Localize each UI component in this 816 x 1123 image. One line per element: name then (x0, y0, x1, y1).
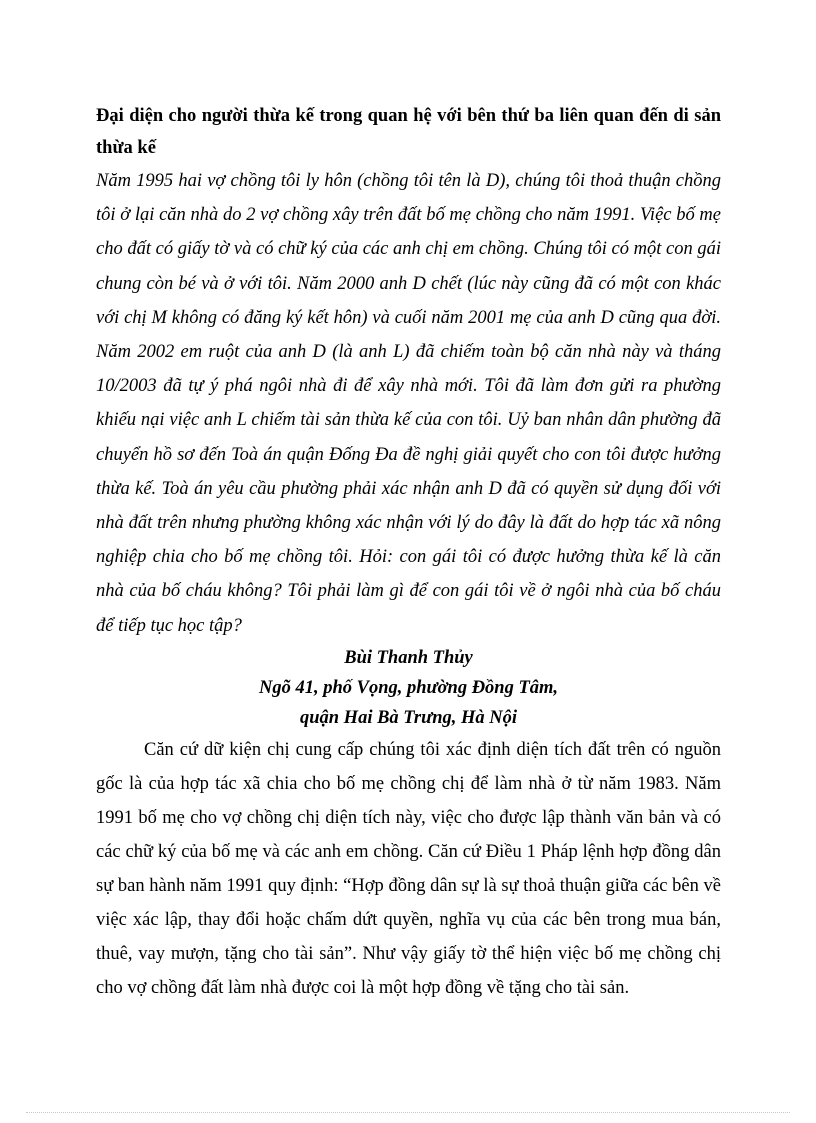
answer-paragraph: Căn cứ dữ kiện chị cung cấp chúng tôi xác định diện tích đất trên có nguồn gốc là của hợp tác xã chia cho bố mẹ chồng chị để làm nhà ở từ năm 1983. Năm 1991 bố mẹ cho vợ chồng chị diện tích này, việc cho được lập thành văn bản và có các chữ ký của bố mẹ và các anh em chồng. Căn cứ Điều 1 Pháp lệnh hợp đồng dân sự ban hành năm 1991 quy định: “Hợp đồng dân sự là sự thoả thuận giữa các bên về việc xác lập, thay đổi hoặc chấm dứt quyền, nghĩa vụ của các bên trong mua bán, thuê, vay mượn, tặng cho tài sản”. Như vậy giấy tờ thể hiện việc bố mẹ chồng chị cho vợ chồng đất làm nhà được coi là một hợp đồng về tặng cho tài sản. (96, 739, 721, 998)
author-name: Bùi Thanh Thủy (344, 647, 473, 668)
document-body (96, 100, 721, 1005)
author-address-line-2: quận Hai Bà Trưng, Hà Nội (299, 707, 518, 728)
article-title: Đại diện cho người thừa kế trong quan hệ với bên thứ ba liên quan đến di sản thừa kế (96, 106, 721, 158)
author-address-line-1: Ngõ 41, phố Vọng, phường Đồng Tâm, (258, 677, 559, 698)
page-bottom-divider (26, 1112, 790, 1113)
reader-question: Năm 1995 hai vợ chồng tôi ly hôn (chồng tôi tên là D), chúng tôi thoả thuận chồng tôi ở lại căn nhà do 2 vợ chồng xây trên đất bố mẹ chồng cho năm 1991. Việc bố mẹ cho đất có giấy tờ và có chữ ký của các anh chị em chồng. Chúng tôi có một con gái chung còn bé và ở với tôi. Năm 2000 anh D chết (lúc này cũng đã có một con khác với chị M không có đăng ký kết hôn) và cuối năm 2001 mẹ của anh D cũng qua đời. Năm 2002 em ruột của anh D (là anh L) đã chiếm toàn bộ căn nhà này và tháng 10/2003 đã tự ý phá ngôi nhà đi để xây nhà mới. Tôi đã làm đơn gửi ra phường khiếu nại việc anh L chiếm tài sản thừa kế của con tôi. Uỷ ban nhân dân phường đã chuyển hồ sơ đến Toà án quận Đống Đa đề nghị giải quyết cho con tôi được hưởng thừa kế. Toà án yêu cầu phường phải xác nhận anh D đã có quyền sử dụng đối với nhà đất trên nhưng phường không xác nhận với lý do đây là đất do hợp tác xã nông nghiệp chia cho bố mẹ chồng tôi. Hỏi: con gái tôi có được hưởng thừa kế là căn nhà của bố cháu không? Tôi phải làm gì để con gái tôi về ở ngôi nhà của bố cháu để tiếp tục học tập? (96, 171, 721, 636)
